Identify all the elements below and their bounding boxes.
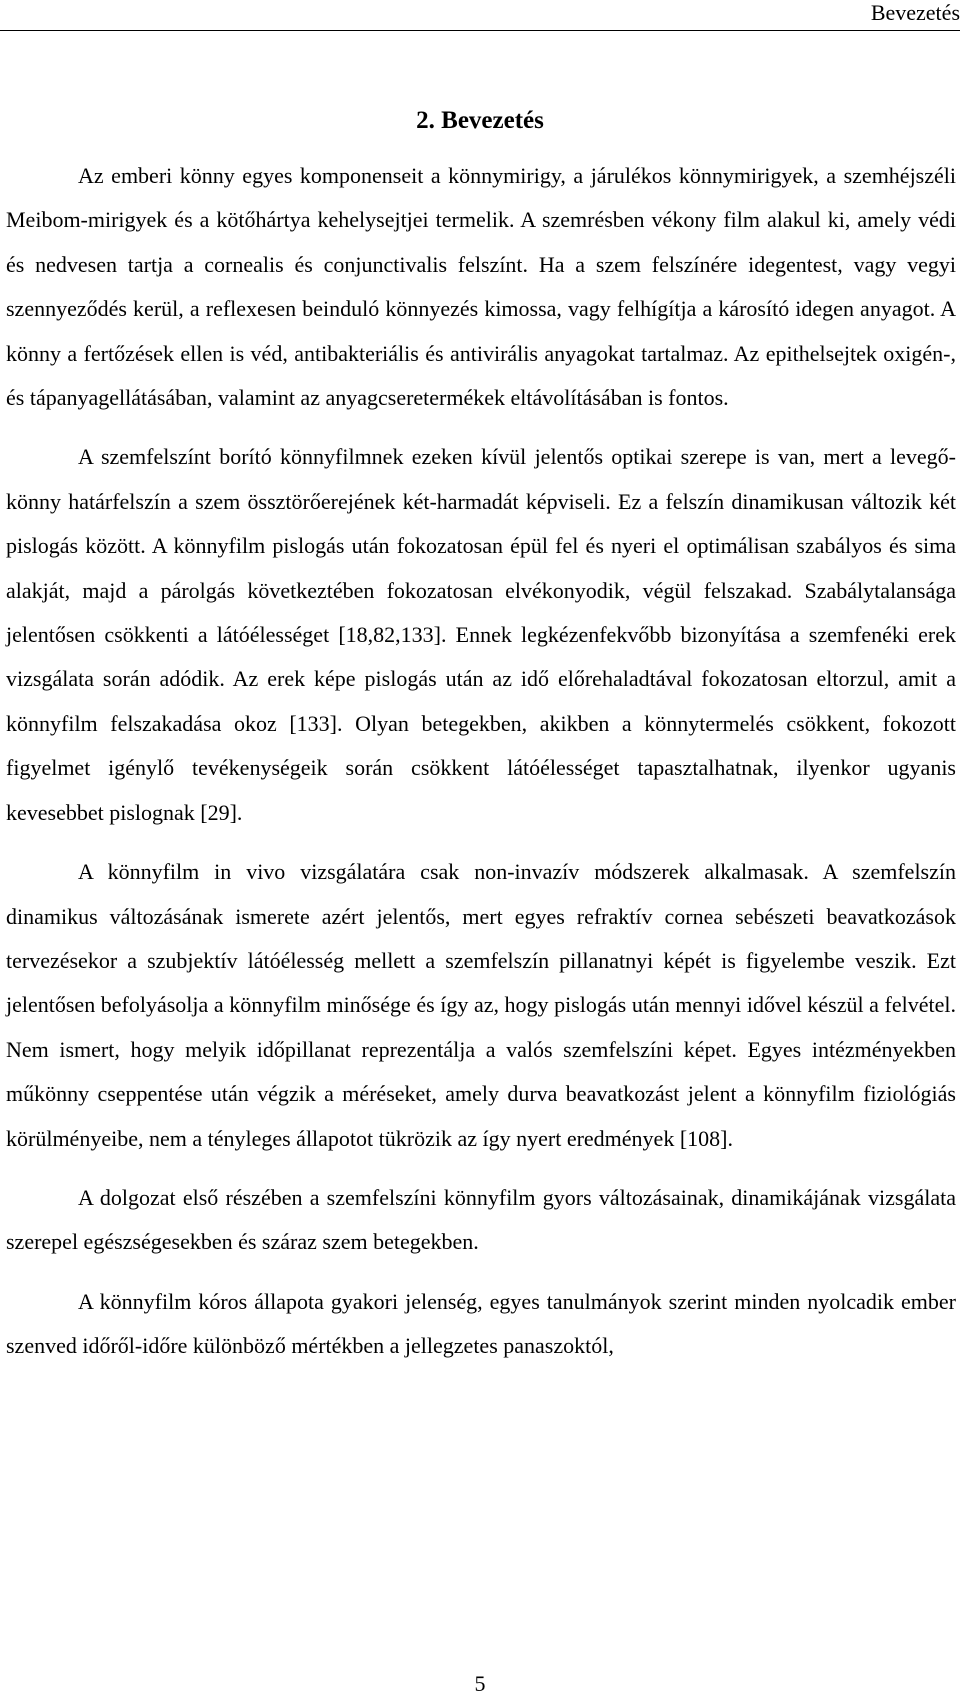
paragraph-pathology: A könnyfilm kóros állapota gyakori jelenség, egyes tanulmányok szerint minden nyolcadik ember szenved időről-időre különböző mértékben a jellegzetes panaszoktól, xyxy=(6,1288,956,1359)
paragraph-in-vivo-examination: A könnyfilm in vivo vizsgálatára csak non-invazív módszerek alkalmasak. A szemfelszín dinamikus változásának ismerete azért jelentős, mert egyes refraktív cornea sebészeti beavatkozások tervezésekor a szubjektív látóélesség mellett a szemfelszín pillanatnyi képét is figyelembe veszik. Ezt jelentősen befolyásolja a könnyfilm minősége és így az, hogy pislogás után mennyi idővel készül a felvétel. Nem ismert, hogy melyik időpillanat reprezentálja a valós szemfelszíni képet. Egyes intézményekben műkönny cseppentése után végzik a méréseket, amely durva beavatkozást jelent a könnyfilm fiziológiás körülményeibe, nem a tényleges állapotot tükrözik az így nyert eredmények [108]. xyxy=(6,859,956,1151)
section-heading: 2. Bevezetés xyxy=(416,107,544,134)
paragraph-tear-components: Az emberi könny egyes komponenseit a könnymirigy, a járulékos könnymirigyek, a szemhéjszéli Meibom-mirigyek és a kötőhártya kehelysejtjei termelik. A szemrésben vékony film alakul ki, amely védi és nedvesen tartja a cornealis és conjunctivalis felszínt. Ha a szem felszínére idegentest, vagy vegyi szennyeződés kerül, a reflexesen beinduló könnyezés kimossa, vagy felhígítja a károsító idegen anyagot. A könny a fertőzések ellen is véd, antibakteriális és antivirális anyagokat tartalmaz. Az epithelsejtek oxigén-, és tápanyagellátásában, valamint az anyagcseretermékek eltávolításában is fontos. xyxy=(6,163,956,411)
paragraph-thesis-first-part: A dolgozat első részében a szemfelszíni könnyfilm gyors változásainak, dinamikájának vizsgálata szerepel egészségesekben és száraz szem betegekben. xyxy=(6,1184,956,1255)
document-body xyxy=(6,154,956,1369)
paragraph-optical-role: A szemfelszínt borító könnyfilmnek ezeken kívül jelentős optikai szerepe is van, mert a levegő-könny határfelszín a szem össztörőerejének két-harmadát képviseli. Ez a felszín dinamikusan változik két pislogás között. A könnyfilm pislogás után fokozatosan épül fel és nyeri el optimálisan szabályos és sima alakját, majd a párolgás következtében fokozatosan elvékonyodik, végül felszakad. Szabálytalansága jelentősen csökkenti a látóélességet [18,82,133]. Ennek legkézenfekvőbb bizonyítása a szemfenéki erek vizsgálata során adódik. Az erek képe pislogás után az idő előrehaladtával fokozatosan eltorzul, amit a könnyfilm felszakadása okoz [133]. Olyan betegekben, akikben a könnytermelés csökkent, fokozott figyelmet igénylő tevékenységeik során csökkent látóélességet tapasztalhatnak, ilyenkor ugyanis kevesebbet pislognak [29]. xyxy=(6,444,956,825)
page-number: 5 xyxy=(474,1671,486,1696)
header-divider xyxy=(0,30,960,31)
running-header: Bevezetés xyxy=(870,0,960,25)
